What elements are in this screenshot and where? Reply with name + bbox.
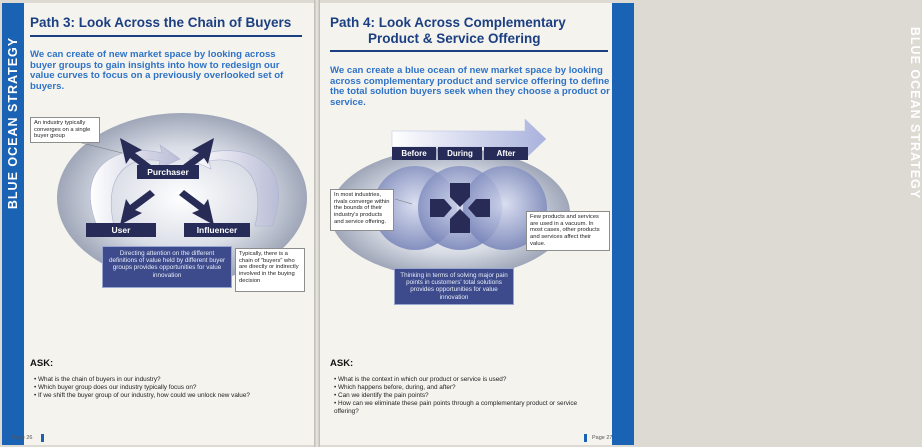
left-page-title: Path 3: Look Across the Chain of Buyers (30, 15, 292, 30)
right-question: • What is the context in which our product or service is used? (332, 376, 602, 384)
right-page (320, 3, 922, 445)
right-page-title-line1: Path 4: Look Across Complementary (330, 15, 566, 30)
right-sidebar-label: BLUE OCEAN STRATEGY (908, 26, 922, 200)
right-question-list (332, 376, 602, 416)
right-page-title-line2: Product & Service Offering (368, 31, 541, 46)
left-page-number: Page 26 (12, 435, 33, 441)
user-box: User (86, 223, 156, 237)
left-ask-label: ASK: (30, 358, 54, 369)
right-lead-text: We can create a blue ocean of new market space by looking across complementary product and service offering to define the total solution buyers seek when they choose a product or service. (330, 65, 610, 108)
callout-rivals-converge: In most industries, rivals converge within the bounds of their industry's products and service offering. (330, 189, 394, 231)
left-question: • Which buyer group does our industry typically focus on? (32, 384, 304, 392)
left-page-marker (41, 434, 44, 442)
left-question: • What is the chain of buyers in our industry? (32, 376, 304, 384)
left-page (2, 3, 314, 445)
right-question: • How can we eliminate these pain points through a complementary product or service offering? (332, 400, 602, 416)
callout-single-buyer: An industry typically converges on a single buyer group (30, 117, 100, 143)
right-question: • Can we identify the pain points? (332, 392, 602, 400)
value-definition-box: Directing attention on the different definitions of value held by different buyer groups provides opportunities for value innovation (102, 246, 232, 288)
left-question: • If we shift the buyer group of our industry, how could we unlock new value? (32, 392, 304, 400)
purchaser-box: Purchaser (137, 165, 199, 179)
during-box: During (438, 147, 482, 160)
left-sidebar-label: BLUE OCEAN STRATEGY (6, 36, 20, 210)
right-question: • Which happens before, during, and after? (332, 384, 602, 392)
left-question-list (32, 376, 304, 400)
before-box: Before (392, 147, 436, 160)
after-box: After (484, 147, 528, 160)
pain-points-box: Thinking in terms of solving major pain points in customers' total solutions provides opportunities for value innovation (394, 268, 514, 305)
right-page-marker (584, 434, 587, 442)
right-ask-label: ASK: (330, 358, 354, 369)
right-page-number: Page 27 (592, 435, 613, 441)
influencer-box: Influencer (184, 223, 250, 237)
left-lead-text: We can create of new market space by looking across buyer groups to gain insights into how to redesign our value curves to focus on a previously overlooked set of buyers. (30, 49, 284, 92)
callout-chain-of-buyers: Typically, there is a chain of "buyers" who are directly or indirectly involved in the buying decision (235, 248, 305, 292)
callout-used-in-vacuum: Few products and services are used in a vacuum. In most cases, other products and services affect their value. (526, 211, 610, 251)
